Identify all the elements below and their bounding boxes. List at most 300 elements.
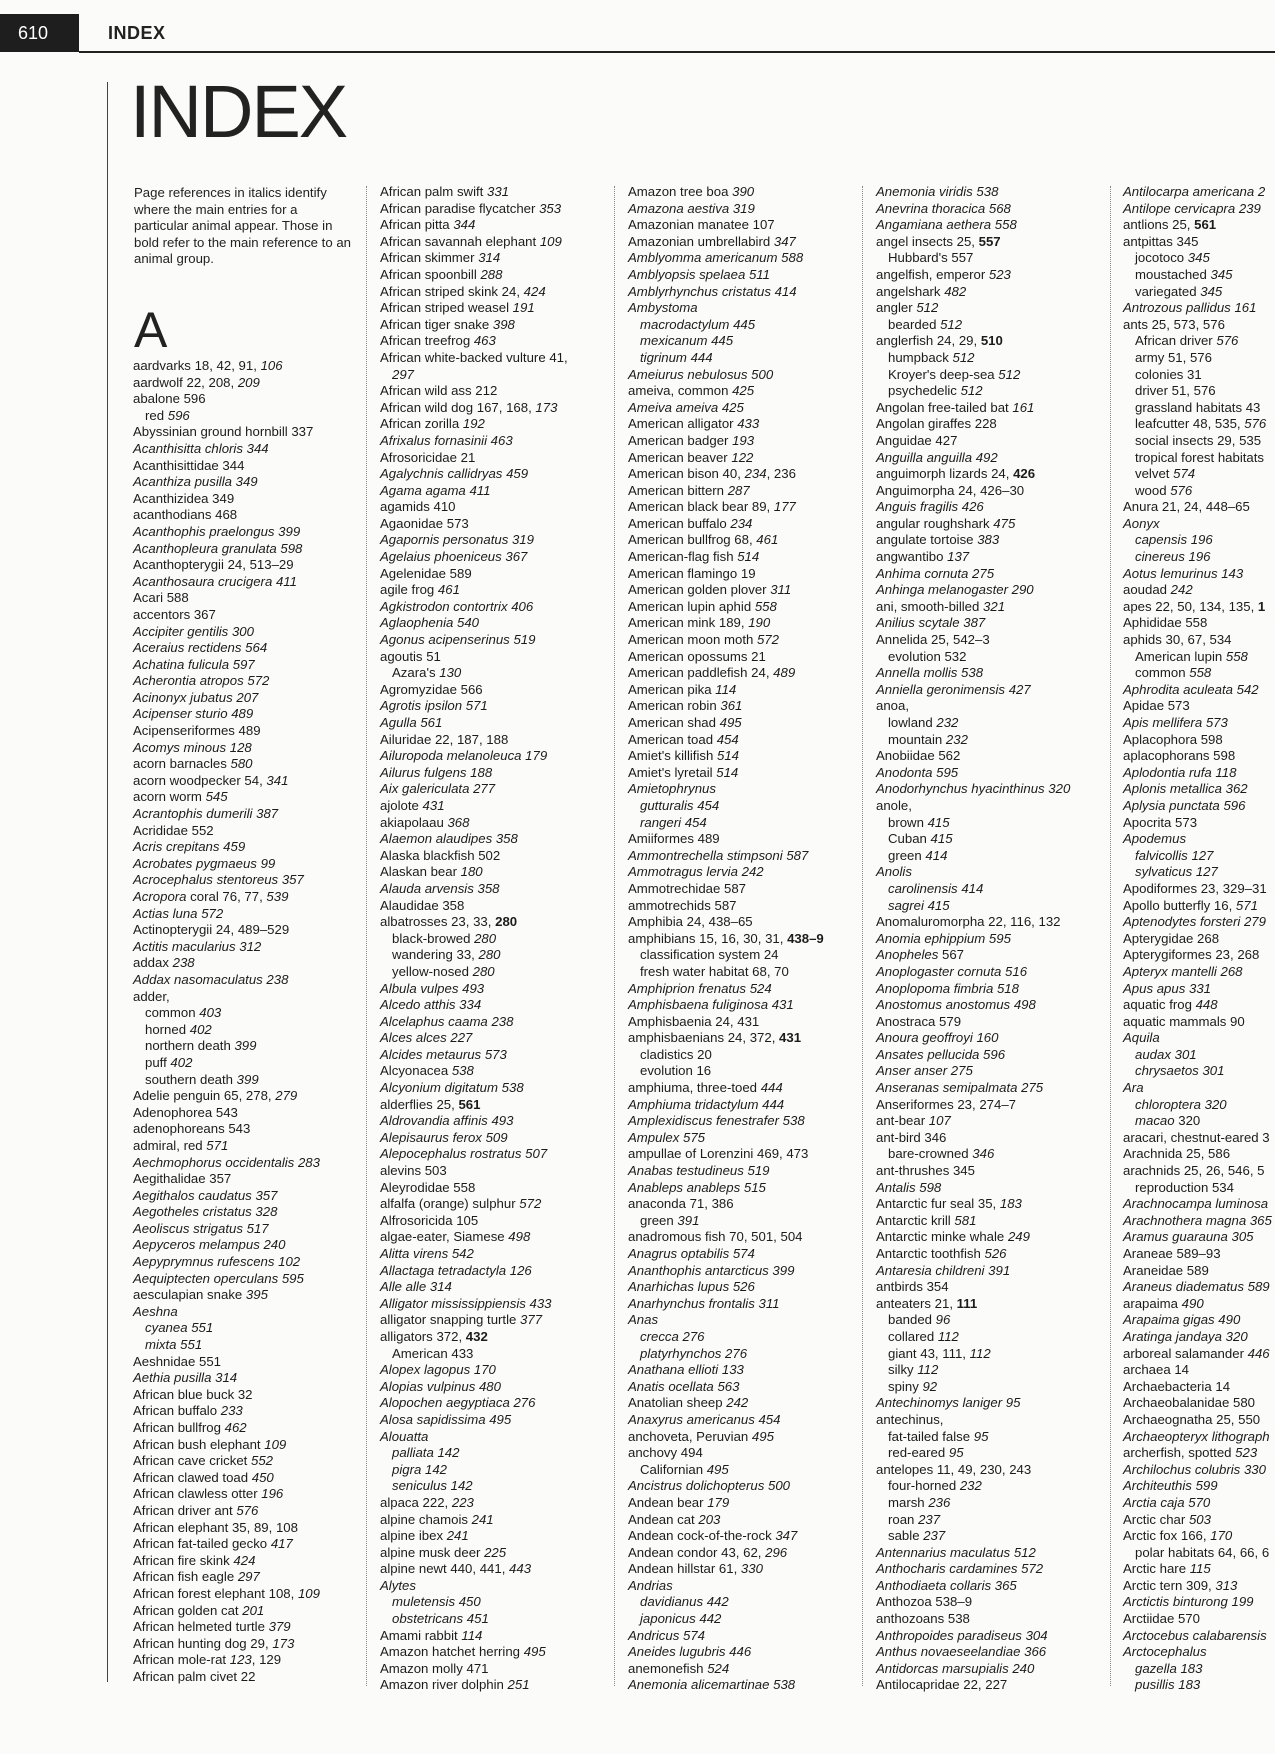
entry-text: Amplexidiscus fenestrafer — [628, 1113, 783, 1129]
entry-text: alderflies 25, — [380, 1096, 459, 1112]
index-entry — [628, 1030, 824, 1047]
index-entry — [876, 1213, 1070, 1230]
entry-text: Anguis fragilis — [876, 499, 962, 515]
index-subentry — [876, 815, 1070, 832]
index-entry — [133, 756, 320, 773]
index-entry — [380, 333, 568, 350]
entry-text: 330 — [1243, 1461, 1266, 1477]
entry-text: 538 — [961, 665, 984, 681]
entry-text: American opossums 21 — [628, 648, 766, 664]
index-entry — [628, 1478, 824, 1495]
entry-text: Aphididae 558 — [1123, 615, 1208, 631]
index-subentry — [876, 649, 1070, 666]
entry-text: adder, — [133, 988, 170, 1004]
entry-text: archaea 14 — [1123, 1362, 1189, 1378]
entry-text: 558 — [1189, 665, 1212, 681]
entry-text: 179 — [707, 1494, 730, 1510]
entry-text: 379 — [268, 1619, 291, 1635]
entry-text: 177 — [773, 499, 796, 515]
entry-text: 538 — [451, 1063, 474, 1079]
entry-text: lowland — [888, 715, 937, 730]
index-entry — [133, 1254, 320, 1271]
entry-text: ani, smooth-billed — [876, 598, 984, 614]
index-subentry — [1123, 1113, 1272, 1130]
index-entry — [1123, 1594, 1272, 1611]
entry-text: 503 — [1188, 1511, 1211, 1527]
entry-text: 179 — [525, 748, 548, 764]
entry-text: African striped skink 24, — [380, 283, 524, 299]
index-entry — [876, 433, 1070, 450]
entry-text: Antennarius maculatus — [876, 1544, 1014, 1560]
entry-text: 242 — [726, 1395, 749, 1411]
entry-text: 109 — [297, 1585, 320, 1601]
index-entry — [380, 1412, 568, 1429]
entry-text: Acinonyx jubatus — [133, 689, 237, 705]
index-entry — [380, 1246, 568, 1263]
index-entry — [1123, 1130, 1272, 1147]
entry-text: Ammontrechella stimpsoni — [628, 847, 787, 863]
index-entry — [1123, 981, 1272, 998]
entry-text: African buffalo — [133, 1403, 221, 1419]
index-entry — [133, 1619, 320, 1636]
left-margin-rule — [107, 82, 108, 1682]
entry-text: Anomia ephippium — [876, 930, 989, 946]
entry-text: Anatolian sheep — [628, 1395, 727, 1411]
index-entry — [1123, 1462, 1272, 1479]
entry-text: 301 — [1202, 1063, 1225, 1079]
entry-text: 349 — [235, 474, 258, 490]
entry-text: 279 — [275, 1088, 298, 1104]
index-entry — [628, 201, 824, 218]
entry-text: 414 — [961, 880, 984, 896]
index-entry — [1123, 201, 1272, 218]
entry-text: 459 — [506, 466, 529, 482]
entry-text: African clawed toad — [133, 1469, 252, 1485]
entry-text: alpine newt 440, 441, — [380, 1561, 510, 1577]
entry-text: 118 — [1215, 764, 1237, 780]
entry-text: 406 — [511, 598, 534, 614]
index-entry — [380, 1561, 568, 1578]
index-column-5 — [1123, 184, 1272, 1694]
index-entry — [1123, 1628, 1272, 1645]
index-entry — [876, 1014, 1070, 1031]
entry-text: American pika — [628, 681, 716, 697]
entry-text: African golden cat — [133, 1602, 243, 1618]
index-entry — [628, 1445, 824, 1462]
entry-text: Alcyonacea — [380, 1063, 452, 1079]
entry-text: Alcelaphus caama — [380, 1013, 492, 1029]
entry-text: Araneidae 589 — [1123, 1262, 1209, 1278]
running-title: INDEX — [108, 23, 166, 43]
index-entry — [380, 815, 568, 832]
entry-text: 367 — [505, 549, 528, 565]
entry-text: green — [888, 847, 926, 863]
entry-text: 459 — [223, 839, 246, 855]
entry-text: 597 — [232, 656, 255, 672]
entry-text: addax — [133, 955, 173, 971]
entry-text: Amphisbaenia 24, 431 — [628, 1013, 760, 1029]
index-entry — [876, 549, 1070, 566]
entry-text: Antarctic krill — [876, 1212, 955, 1228]
index-subentry — [380, 665, 568, 682]
entry-text: Apodemus — [1123, 831, 1187, 847]
entry-text: 234 — [744, 466, 767, 482]
entry-text: fat-tailed false — [888, 1428, 974, 1444]
entry-text: Aplodontia rufa — [1123, 764, 1216, 780]
entry-text: 328 — [255, 1204, 278, 1220]
entry-text: 444 — [690, 349, 713, 365]
entry-text: 275 — [972, 565, 995, 581]
index-entry — [380, 1180, 568, 1197]
index-subentry — [876, 1445, 1070, 1462]
entry-text: 183 — [999, 1196, 1022, 1212]
index-entry — [628, 300, 824, 317]
entry-text: Amazonian umbrellabird — [628, 233, 774, 249]
index-entry — [1123, 499, 1272, 516]
entry-text: Amazonian manatee 107 — [628, 217, 775, 233]
entry-text: 387 — [256, 806, 279, 822]
index-entry — [876, 400, 1070, 417]
entry-text: Agulla — [380, 715, 421, 730]
entry-text: 344 — [453, 217, 476, 233]
entry-text: 362 — [1225, 781, 1248, 797]
index-entry — [380, 765, 568, 782]
entry-text: Antaresia childreni — [876, 1262, 989, 1278]
index-entry — [1123, 582, 1272, 599]
entry-text: 399 — [234, 1038, 257, 1054]
index-entry — [380, 300, 568, 317]
index-entry — [1123, 1528, 1272, 1545]
entry-text: 402 — [170, 1054, 193, 1070]
entry-text: 296 — [765, 1544, 788, 1560]
index-subentry — [876, 1362, 1070, 1379]
entry-text: antpittas 345 — [1123, 233, 1199, 249]
index-entry — [876, 1661, 1070, 1678]
entry-text: 239 — [1238, 200, 1261, 216]
index-subentry — [380, 931, 568, 948]
index-entry — [628, 1512, 824, 1529]
entry-text: 572 — [1021, 1561, 1044, 1577]
entry-text: ant-bird 346 — [876, 1129, 947, 1145]
entry-text: 500 — [751, 366, 774, 382]
index-subentry — [876, 848, 1070, 865]
entry-text: 442 — [699, 1611, 722, 1627]
header-rule — [79, 51, 1275, 53]
entry-text: Amphiprion frenatus — [628, 980, 750, 996]
entry-text: ameiva, common — [628, 383, 733, 399]
index-entry — [1123, 1362, 1272, 1379]
index-subentry — [876, 715, 1070, 732]
entry-text: 596 — [1223, 797, 1246, 813]
entry-text: Antilope cervicapra — [1123, 200, 1239, 216]
entry-text: grassland habitats 43 — [1135, 399, 1261, 415]
index-entry — [628, 1412, 824, 1429]
entry-text: African white-backed vulture 41, — [380, 349, 568, 365]
index-entry — [876, 516, 1070, 533]
index-entry — [1123, 1561, 1272, 1578]
index-entry — [876, 1545, 1070, 1562]
entry-text: 300 — [231, 623, 254, 639]
entry-text: 580 — [230, 756, 253, 772]
entry-text: psychedelic — [888, 383, 961, 399]
entry-text: 92 — [922, 1378, 938, 1394]
entry-text: Aotus lemurinus — [1123, 565, 1222, 581]
index-subentry — [133, 1005, 320, 1022]
index-entry — [1123, 1196, 1272, 1213]
entry-text: African driver ant — [133, 1502, 237, 1518]
index-entry — [380, 1030, 568, 1047]
entry-text: Andricus — [628, 1627, 683, 1643]
entry-text: alpine chamois — [380, 1511, 472, 1527]
index-entry — [380, 317, 568, 334]
entry-text: Acrocephalus stentoreus — [133, 872, 282, 888]
index-entry — [380, 234, 568, 251]
entry-text: cinereus — [1135, 549, 1189, 565]
entry-text: American flamingo 19 — [628, 565, 756, 581]
entry-text: Acari 588 — [133, 590, 189, 606]
entry-text: Archaeobalanidae 580 — [1123, 1395, 1255, 1411]
entry-text: antbirds 354 — [876, 1279, 949, 1295]
index-entry — [1123, 1644, 1272, 1661]
entry-text: 523 — [1235, 1445, 1258, 1461]
index-subentry — [628, 815, 824, 832]
entry-text: 1 — [1257, 598, 1266, 614]
index-entry — [628, 599, 824, 616]
entry-text: Alosa sapidissima — [380, 1411, 490, 1427]
entry-text: 433 — [529, 1295, 552, 1311]
index-entry — [380, 715, 568, 732]
entry-text: 538 — [773, 1677, 796, 1693]
entry-text: Ansates pellucida — [876, 1046, 984, 1062]
index-entry — [133, 1105, 320, 1122]
entry-text: 368 — [447, 814, 470, 830]
index-entry — [380, 217, 568, 234]
index-entry — [133, 1486, 320, 1503]
entry-text: 425 — [732, 383, 755, 399]
index-subentry — [628, 333, 824, 350]
entry-text: African treefrog — [380, 333, 474, 349]
entry-text: 596 — [167, 407, 190, 423]
entry-text: Anguidae 427 — [876, 432, 958, 448]
index-entry — [133, 1304, 320, 1321]
entry-text: 493 — [491, 1113, 514, 1129]
index-entry — [133, 906, 320, 923]
index-entry — [628, 831, 824, 848]
entry-text: Azara's — [392, 665, 440, 681]
entry-text: sylvaticus — [1135, 864, 1196, 880]
entry-text: 462 — [224, 1420, 247, 1435]
index-entry — [628, 1528, 824, 1545]
index-subentry — [876, 898, 1070, 915]
entry-text: American mink 189, — [628, 615, 749, 631]
entry-text: Anoplopoma fimbria — [876, 980, 997, 996]
index-entry — [133, 1553, 320, 1570]
running-header — [0, 14, 1275, 52]
entry-text: 475 — [993, 515, 1016, 531]
index-entry — [380, 582, 568, 599]
index-entry — [876, 1578, 1070, 1595]
index-entry — [628, 250, 824, 267]
entry-text: Aonyx — [1123, 515, 1160, 531]
entry-text: 209 — [237, 374, 260, 390]
entry-text: 524 — [749, 980, 772, 996]
entry-text: 242 — [741, 864, 764, 880]
entry-text: 314 — [215, 1370, 238, 1386]
column-divider — [1110, 186, 1111, 1686]
entry-text: Aeoliscus strigatus — [133, 1220, 247, 1236]
index-entry — [380, 781, 568, 798]
entry-text: 240 — [263, 1237, 286, 1253]
index-entry — [628, 981, 824, 998]
entry-text: 112 — [917, 1362, 939, 1378]
entry-text: colonies 31 — [1135, 366, 1202, 382]
index-entry — [628, 1628, 824, 1645]
index-entry — [133, 856, 320, 873]
entry-text: Araneae 589–93 — [1123, 1246, 1221, 1261]
index-entry — [876, 1246, 1070, 1263]
entry-text: ampullae of Lorenzini 469, 473 — [628, 1146, 809, 1162]
entry-text: Alepocephalus rostratus — [380, 1146, 526, 1162]
entry-text: Anabas testudineus — [628, 1163, 748, 1179]
entry-text: 509 — [485, 1129, 508, 1145]
entry-text: 480 — [478, 1378, 501, 1394]
entry-text: 191 — [512, 300, 535, 316]
entry-text: American bison 40, — [628, 466, 745, 482]
index-entry — [1123, 1014, 1272, 1031]
entry-text: 137 — [947, 549, 970, 565]
index-entry — [133, 1221, 320, 1238]
index-entry — [628, 1429, 824, 1446]
entry-text: banded — [888, 1312, 936, 1328]
entry-text: arapaima — [1123, 1295, 1182, 1311]
entry-text: 563 — [717, 1378, 740, 1394]
entry-text: spiny — [888, 1378, 923, 1394]
entry-text: 95 — [1005, 1395, 1021, 1411]
entry-text: 461 — [437, 582, 460, 598]
index-entry — [1123, 1080, 1272, 1097]
entry-text: Ameiurus nebulosus — [628, 366, 752, 382]
entry-text: Anatis ocellata — [628, 1378, 718, 1394]
index-subentry — [1123, 483, 1272, 500]
index-entry — [133, 773, 320, 790]
entry-text: 232 — [945, 731, 968, 747]
index-subentry — [1123, 450, 1272, 467]
entry-text: ants 25, 573, 576 — [1123, 316, 1225, 332]
index-entry — [133, 1586, 320, 1603]
index-subentry — [876, 1528, 1070, 1545]
entry-text: Acanthophis praelongus — [133, 523, 279, 539]
entry-text: 576 — [1244, 416, 1267, 432]
index-entry — [380, 798, 568, 815]
entry-text: amphibians 15, 16, 30, 31, — [628, 930, 788, 946]
entry-text: Arctiidae 570 — [1123, 1611, 1200, 1627]
index-entry — [380, 1395, 568, 1412]
entry-text: African bush elephant — [133, 1436, 265, 1452]
entry-text: 170 — [1210, 1528, 1233, 1544]
entry-text: Cuban — [888, 831, 931, 847]
entry-text: Ammotrechidae 587 — [628, 880, 747, 896]
entry-text: 596 — [983, 1046, 1006, 1062]
index-entry — [876, 748, 1070, 765]
entry-text: 331 — [487, 184, 510, 199]
index-entry — [1123, 748, 1272, 765]
index-entry — [133, 1470, 320, 1487]
index-entry — [133, 1520, 320, 1537]
entry-text: 279 — [1243, 914, 1266, 930]
entry-text: accentors 367 — [133, 606, 216, 622]
entry-text: Acrididae 552 — [133, 822, 214, 838]
entry-text: Alauda arvensis — [380, 880, 478, 896]
entry-text: Archaebacteria 14 — [1123, 1378, 1231, 1394]
index-entry — [876, 781, 1070, 798]
index-entry — [133, 889, 320, 906]
entry-text: 305 — [1231, 1229, 1254, 1245]
entry-text: African savannah elephant — [380, 233, 540, 249]
entry-text: Agkistrodon contortrix — [380, 598, 512, 614]
index-entry — [133, 1669, 320, 1686]
entry-text: ant-bear — [876, 1113, 929, 1129]
index-subentry — [876, 732, 1070, 749]
entry-text: 395 — [245, 1287, 268, 1303]
entry-text: Apteryx mantelli — [1123, 963, 1221, 979]
entry-text: Afrixalus fornasinii — [380, 432, 491, 448]
entry-text: Ampulex — [628, 1129, 683, 1145]
index-subentry — [876, 1379, 1070, 1396]
index-entry — [380, 516, 568, 533]
entry-text: Amami rabbit — [380, 1627, 462, 1643]
entry-text: 403 — [199, 1005, 222, 1021]
entry-text: Amblyomma americanum — [628, 250, 782, 266]
entry-text: 599 — [1195, 1478, 1218, 1494]
entry-text: Anseriformes 23, 274–7 — [876, 1096, 1017, 1112]
entry-text: cladistics 20 — [640, 1046, 712, 1062]
entry-text: African pitta — [380, 217, 454, 233]
entry-text: 542 — [1236, 681, 1259, 697]
index-entry — [380, 864, 568, 881]
index-entry — [133, 607, 320, 624]
entry-text: capensis — [1135, 532, 1191, 548]
entry-text: 415 — [927, 897, 950, 913]
index-entry — [876, 1063, 1070, 1080]
entry-text: Apus apus — [1123, 980, 1189, 996]
index-entry — [380, 831, 568, 848]
entry-text: Acanthopleura granulata — [133, 540, 281, 556]
index-entry — [876, 682, 1070, 699]
entry-text: adenophoreans 543 — [133, 1121, 251, 1137]
entry-text: 461 — [756, 532, 779, 548]
index-entry — [133, 839, 320, 856]
entry-text: Agonus acipenserinus — [380, 632, 514, 648]
entry-text: 183 — [1178, 1677, 1201, 1693]
index-entry — [380, 483, 568, 500]
entry-text: 516 — [1005, 963, 1028, 979]
index-entry — [133, 673, 320, 690]
entry-text: 196 — [1190, 532, 1213, 548]
entry-text: Actinopterygii 24, 489–529 — [133, 922, 290, 938]
entry-text: 451 — [466, 1611, 489, 1627]
index-entry — [628, 1362, 824, 1379]
index-entry — [1123, 1478, 1272, 1495]
index-entry — [1123, 300, 1272, 317]
entry-text: four-horned — [888, 1478, 960, 1494]
entry-text: muletensis — [392, 1594, 459, 1610]
entry-text: Antalis — [876, 1179, 920, 1195]
entry-text: anemonefish — [628, 1660, 708, 1676]
index-subentry — [628, 1213, 824, 1230]
index-subentry — [628, 1329, 824, 1346]
entry-text: arachnids 25, 26, 546, 5 — [1123, 1163, 1265, 1179]
entry-text: anteaters 21, — [876, 1295, 957, 1311]
